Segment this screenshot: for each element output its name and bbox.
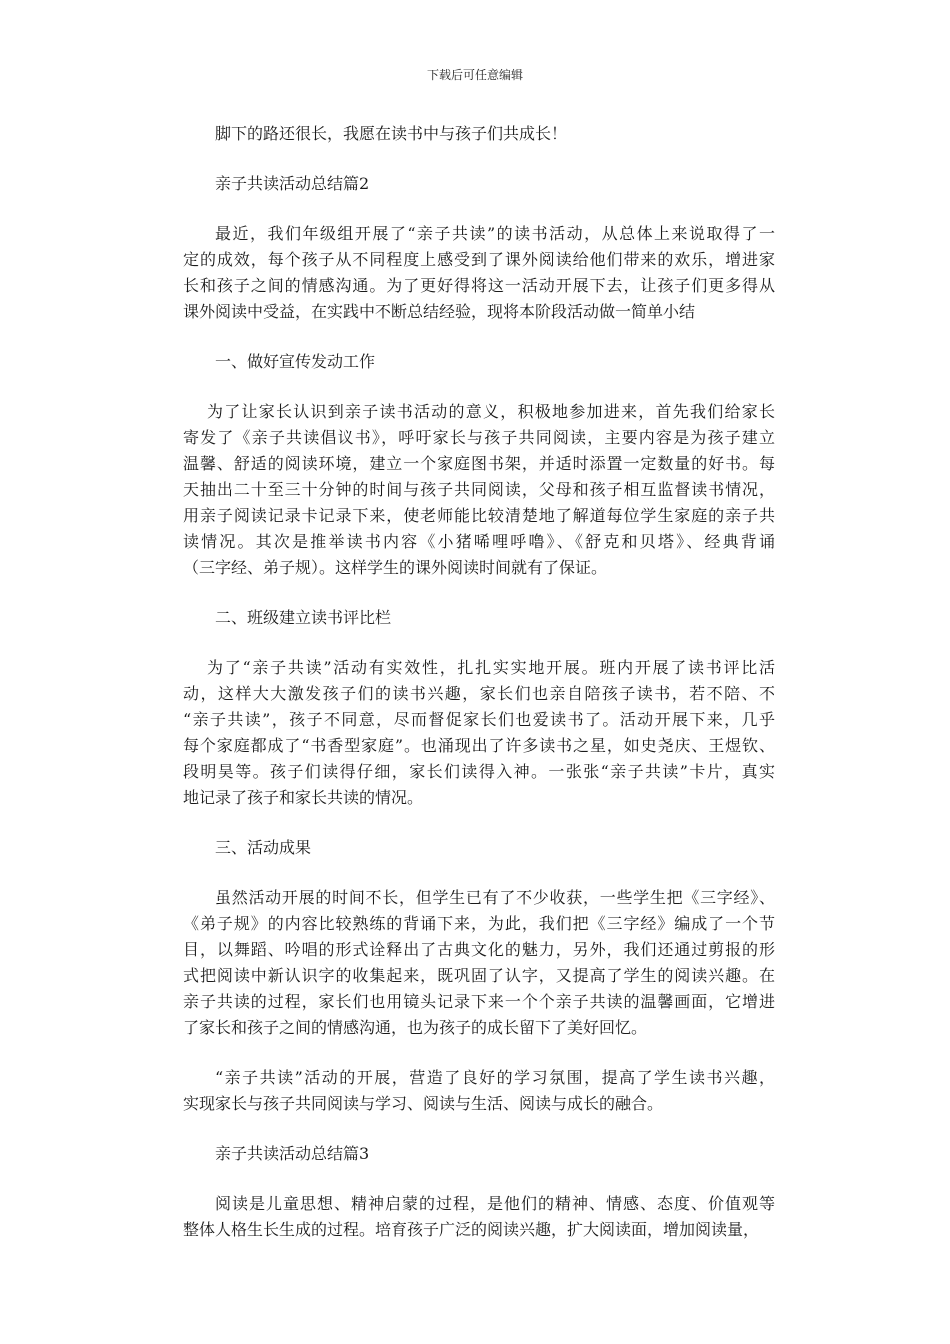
- text-line: 每个家庭都成了“书香型家庭”。也涌现出了许多读书之星，如史尧庆、王煜钦、: [183, 736, 775, 755]
- paragraph-gap: [183, 581, 775, 605]
- text-line: （三字经、弟子规）。这样学生的课外阅读时间就有了保证。: [183, 558, 608, 577]
- text-line: 式把阅读中新认识字的收集起来，既巩固了认字，又提高了学生的阅读兴趣。在: [183, 966, 775, 985]
- paragraph: [183, 1065, 775, 1117]
- section-heading: [183, 835, 775, 861]
- text-line: 一、做好宣传发动工作: [215, 352, 376, 371]
- paragraph-gap: [183, 197, 775, 221]
- paragraph-gap: [183, 861, 775, 885]
- text-line: 整体人格生长生成的过程。培育孩子广泛的阅读兴趣，扩大阅读面，增加阅读量，: [183, 1220, 760, 1239]
- text-line: 用亲子阅读记录卡记录下来，使老师能比较清楚地了解道每位学生家庭的亲子共: [183, 506, 775, 525]
- text-line: 《弟子规》的内容比较熟练的背诵下来，为此，我们把《三字经》编成了一个节: [183, 914, 775, 933]
- text-line: 段明昊等。孩子们读得仔细，家长们读得入神。一张张“亲子共读”卡片，真实: [183, 762, 775, 781]
- text-line: 脚下的路还很长，我愿在读书中与孩子们共成长！: [215, 124, 568, 143]
- paragraph-gap: [183, 147, 775, 171]
- text-line: 动，这样大大激发孩子们的读书兴趣，家长们也亲自陪孩子读书，若不陪、不: [183, 684, 775, 703]
- page-header: 下载后可任意编辑: [426, 68, 523, 82]
- text-line: 寄发了《亲子共读倡议书》，呼吁家长与孩子共同阅读，主要内容是为孩子建立: [183, 428, 775, 447]
- text-line: 为了“亲子共读”活动有实效性，扎扎实实地开展。班内开展了读书评比活: [207, 658, 775, 677]
- text-line: 温馨、舒适的阅读环境，建立一个家庭图书架，并适时添置一定数量的好书。每: [183, 454, 775, 473]
- paragraph: [183, 1191, 775, 1243]
- text-line: 天抽出二十至三十分钟的时间与孩子共同阅读，父母和孩子相互监督读书情况，: [183, 480, 775, 499]
- text-line: 亲子共读活动总结篇2: [215, 174, 370, 193]
- document-body: [183, 121, 775, 1243]
- text-line: 最近，我们年级组开展了“亲子共读”的读书活动，从总体上来说取得了一: [215, 224, 775, 243]
- section-heading: [183, 1141, 775, 1167]
- paragraph-gap: [183, 811, 775, 835]
- text-line: 长和孩子之间的情感沟通。为了更好得将这一活动开展下去，让孩子们更多得从: [183, 276, 775, 295]
- paragraph-gap: [183, 1117, 775, 1141]
- section-heading: [183, 605, 775, 631]
- paragraph: [183, 399, 775, 581]
- text-line: “亲子共读”活动的开展，营造了良好的学习氛围，提高了学生读书兴趣，: [215, 1068, 775, 1087]
- text-line: 了家长和孩子之间的情感沟通，也为孩子的成长留下了美好回忆。: [183, 1018, 648, 1037]
- section-heading: [183, 349, 775, 375]
- text-line: 三、活动成果: [215, 838, 312, 857]
- paragraph-gap: [183, 375, 775, 399]
- paragraph-gap: [183, 631, 775, 655]
- text-line: 虽然活动开展的时间不长，但学生已有了不少收获，一些学生把《三字经》、: [215, 888, 775, 907]
- text-line: 定的成效，每个孩子从不同程度上感受到了课外阅读给他们带来的欢乐，增进家: [183, 250, 775, 269]
- text-line: 二、班级建立读书评比栏: [215, 608, 392, 627]
- paragraph: [183, 221, 775, 325]
- text-line: 地记录了孩子和家长共读的情况。: [183, 788, 424, 807]
- paragraph: [183, 655, 775, 811]
- paragraph-gap: [183, 325, 775, 349]
- text-line: 目，以舞蹈、吟唱的形式诠释出了古典文化的魅力，另外，我们还通过剪报的形: [183, 940, 775, 959]
- text-line: 亲子共读活动总结篇3: [215, 1144, 370, 1163]
- section-heading: [183, 171, 775, 197]
- paragraph: [183, 121, 775, 147]
- text-line: 亲子共读的过程，家长们也用镜头记录下来一个个亲子共读的温馨画面，它增进: [183, 992, 775, 1011]
- paragraph-gap: [183, 1167, 775, 1191]
- text-line: 课外阅读中受益，在实践中不断总结经验，现将本阶段活动做一简单小结: [183, 302, 696, 321]
- paragraph: [183, 885, 775, 1041]
- text-line: 实现家长与孩子共同阅读与学习、阅读与生活、阅读与成长的融合。: [183, 1094, 664, 1113]
- text-line: 读情况。其次是推举读书内容《小猪唏哩呼噜》、《舒克和贝塔》、经典背诵: [183, 532, 775, 551]
- text-line: 阅读是儿童思想、精神启蒙的过程，是他们的精神、情感、态度、价值观等: [215, 1194, 775, 1213]
- text-line: “亲子共读”，孩子不同意，尽而督促家长们也爱读书了。活动开展下来，几乎: [183, 710, 775, 729]
- text-line: 为了让家长认识到亲子读书活动的意义，积极地参加进来，首先我们给家长: [207, 402, 775, 421]
- paragraph-gap: [183, 1041, 775, 1065]
